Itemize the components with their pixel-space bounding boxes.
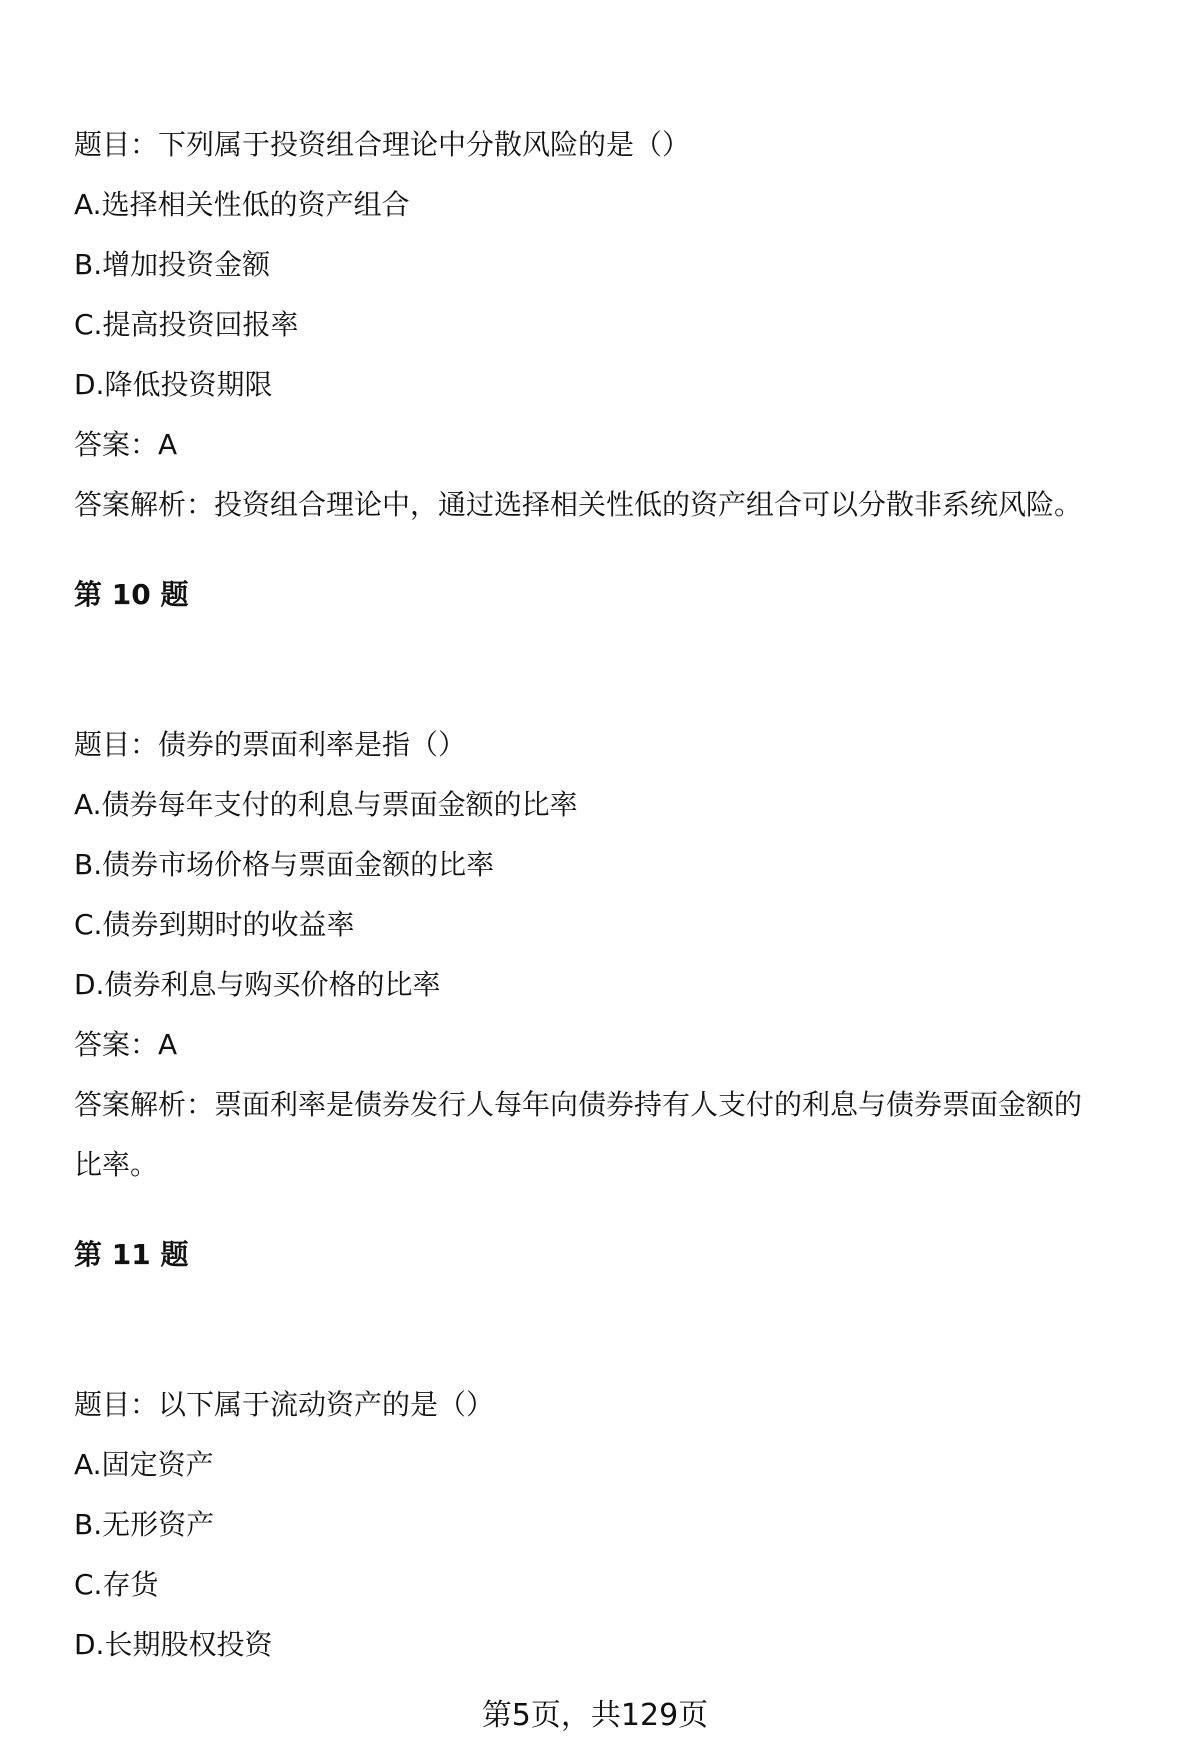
q11-option-c: C.存货: [74, 1568, 159, 1601]
q10-heading: 第 10 题: [74, 578, 189, 611]
q9-option-d: D.降低投资期限: [74, 368, 273, 401]
q10-option-d: D.债券利息与购买价格的比率: [74, 968, 441, 1001]
q11-option-a: A.固定资产: [74, 1448, 214, 1481]
q10-option-c: C.债券到期时的收益率: [74, 908, 355, 941]
q10-answer: 答案：A: [74, 1028, 178, 1061]
q9-question: 题目：下列属于投资组合理论中分散风险的是（）: [74, 128, 691, 161]
q10-question: 题目：债券的票面利率是指（）: [74, 728, 467, 761]
q10-option-b: B.债券市场价格与票面金额的比率: [74, 848, 495, 881]
q10-analysis-line-2: 比率。: [74, 1148, 159, 1181]
q9-option-a: A.选择相关性低的资产组合: [74, 188, 410, 221]
q10-option-a: A.债券每年支付的利息与票面金额的比率: [74, 788, 578, 821]
page-number-footer: 第5页，共129页: [481, 1698, 709, 1733]
q11-heading: 第 11 题: [74, 1238, 189, 1271]
q9-analysis: 答案解析：投资组合理论中，通过选择相关性低的资产组合可以分散非系统风险。: [74, 488, 1083, 521]
q11-option-d: D.长期股权投资: [74, 1628, 273, 1661]
q11-question: 题目：以下属于流动资产的是（）: [74, 1388, 495, 1421]
q11-option-b: B.无形资产: [74, 1508, 215, 1541]
q9-answer: 答案：A: [74, 428, 178, 461]
q9-option-b: B.增加投资金额: [74, 248, 271, 281]
q9-option-c: C.提高投资回报率: [74, 308, 299, 341]
q10-analysis-line-1: 答案解析：票面利率是债券发行人每年向债券持有人支付的利息与债券票面金额的: [74, 1088, 1083, 1121]
